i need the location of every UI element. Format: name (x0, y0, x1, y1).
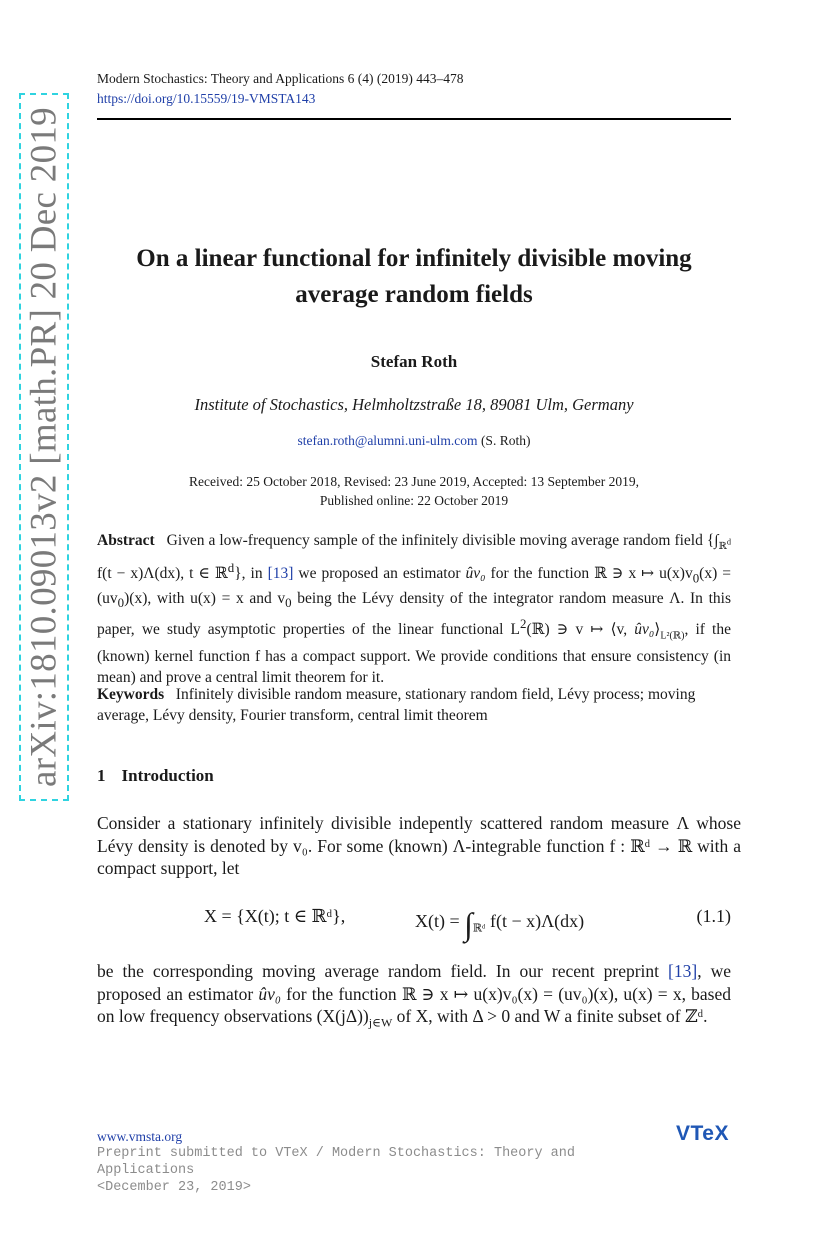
header-rule (97, 118, 731, 120)
para2-sub: j∈W (368, 1015, 393, 1030)
vtex-logo: VTeX (676, 1122, 729, 1145)
author-name: Stefan Roth (370, 352, 458, 371)
equation-right (415, 906, 584, 943)
citation-13-b[interactable]: [13] (668, 961, 698, 981)
abstract-text-i: (ℝ) ∋ v ↦ ⟨v, (526, 620, 635, 638)
email-line (97, 433, 731, 449)
abstract-text-j: , if the (known) kernel function f has a compact support. We provide conditions that ensure consistency (in mean) and prove a central limit theorem for it. (97, 620, 731, 686)
keywords-text: Infinitely divisible random measure, stationary random field, Lévy process; moving average, Lévy density, Fourier transform, central limit theorem (97, 686, 696, 724)
abstract-text-f: (x) = (uv (97, 565, 731, 607)
footer-note-line-3: <December 23, 2019> (97, 1180, 251, 1195)
footer-note-line-2: Applications (97, 1163, 195, 1178)
estimator-symbol: ûv₀ (465, 565, 486, 583)
doi-link[interactable]: https://doi.org/10.15559/19-VMSTA143 (97, 91, 316, 106)
equation-right-b: f(t − x)Λ(dx) (485, 911, 585, 931)
abstract-text-e: for the function ℝ ∋ x ↦ u(x)v (485, 565, 693, 583)
equation-1-1 (97, 896, 731, 940)
keywords (97, 685, 731, 727)
title-line-1: On a linear functional for infinitely divisible moving (136, 245, 692, 272)
equation-number: (1.1) (696, 906, 731, 926)
abstract-text-g: )(x), with u(x) = x and v (124, 589, 286, 607)
email-link[interactable]: stefan.roth@alumni.uni-ulm.com (297, 433, 478, 448)
integral-sign: ∫ (464, 906, 473, 942)
abstract-text-b: f(t − x)Λ(dx), t ∈ ℝ (97, 565, 228, 583)
para2-d: of X, with Δ > 0 and W a finite subset of ℤᵈ. (392, 1006, 708, 1026)
estimator-symbol-3: ûv₀ (258, 983, 281, 1004)
journal-citation: Modern Stochastics: Theory and Applications 6 (4) (2019) 443–478 (97, 71, 464, 86)
abstract-sub-l2: L²(ℝ) (660, 630, 685, 642)
estimator-symbol-2: ûv₀ (634, 620, 655, 638)
abstract-text-h: being the Lévy density of the integrator random measure Λ. In this paper, we study asymptotic properties of the linear functional L (97, 589, 731, 638)
footer-note-line-1: Preprint submitted to VTeX / Modern Stochastics: Theory and (97, 1146, 575, 1161)
paper-title (97, 241, 731, 313)
intro-paragraph-1: Consider a stationary infinitely divisible indepently scattered random measure Λ whose Lévy density is denoted by v₀. For some (known) Λ-integrable function f : ℝᵈ → ℝ with a compact support, let (97, 813, 741, 878)
title-line-2: average random fields (295, 281, 533, 308)
section-heading (97, 766, 214, 786)
abstract-text-c: }, in (234, 565, 268, 583)
para2-b: , we proposed an estimator (97, 961, 732, 1004)
abstract-text-a: Given a low-frequency sample of the infinitely divisible moving average random field {∫ (166, 532, 719, 549)
section-number: 1 (97, 766, 106, 785)
abstract-sub-rd: ℝd (718, 537, 732, 553)
abstract-label: Abstract (97, 532, 155, 549)
para2-c: for the function ℝ ∋ x ↦ u(x)v₀(x) = (uv₀)(x), u(x) = x, based on low frequency observations (X(jΔ)) (97, 983, 732, 1026)
abstract-text-d: we proposed an estimator (293, 565, 466, 583)
dates-line-2: Published online: 22 October 2019 (319, 492, 509, 508)
intro-paragraph-2 (97, 960, 731, 1034)
para2-a: be the corresponding moving average random field. In our recent preprint (97, 961, 669, 981)
email-suffix: (S. Roth) (477, 433, 531, 448)
arxiv-stamp: arXiv:1810.09013v2 [math.PR] 20 Dec 2019 (23, 107, 65, 787)
abstract: Abstract Given a low-frequency sample of the infinitely divisible moving average random field {$\int_{ℝ^d}$ f(t − x)Λ(dx), t ∈ ℝ$^d$}, in [13] we proposed an estimator ûv₀ for the function ℝ ∋ x ↦ $u(x)v_0(x) = (uv_0)(x)$, with u(x) = x and $v_0$ being the Lévy density of the integrator random measure Λ. In this paper, we study asymptotic properties of the linear functional $L^2(ℝ)$ ∋ v ↦ ⟨v, $ûv_0⟩_{L^2(ℝ)}$, if the (known) kernel function f has a compact support. We provide conditions that ensure consistency (in mean) and prove a central limit theorem for it. (97, 532, 732, 686)
abstract-sub-0b: 0 (117, 595, 125, 611)
publication-dates (97, 473, 731, 510)
abstract-sub-0c: 0 (285, 595, 292, 611)
equation-right-a: X(t) = (415, 911, 465, 931)
footer-preprint-note (97, 1145, 657, 1196)
equation-left: X = {X(t); t ∈ ℝᵈ}, (204, 906, 346, 926)
footer-url[interactable]: www.vmsta.org (97, 1129, 183, 1144)
dates-line-1: Received: 25 October 2018, Revised: 23 June 2019, Accepted: 13 September 2019, (189, 474, 639, 489)
integral-subscript: ℝᵈ (472, 922, 486, 935)
abstract-sup-d: d (227, 559, 235, 575)
abstract-sub-0a: 0 (692, 570, 700, 586)
citation-13[interactable]: [13] (267, 565, 294, 583)
keywords-label: Keywords (97, 686, 165, 703)
section-title: Introduction (121, 766, 214, 785)
affiliation: Institute of Stochastics, Helmholtzstraße 18, 89081 Ulm, Germany (194, 395, 634, 414)
abstract-sup-2: 2 (520, 615, 527, 631)
